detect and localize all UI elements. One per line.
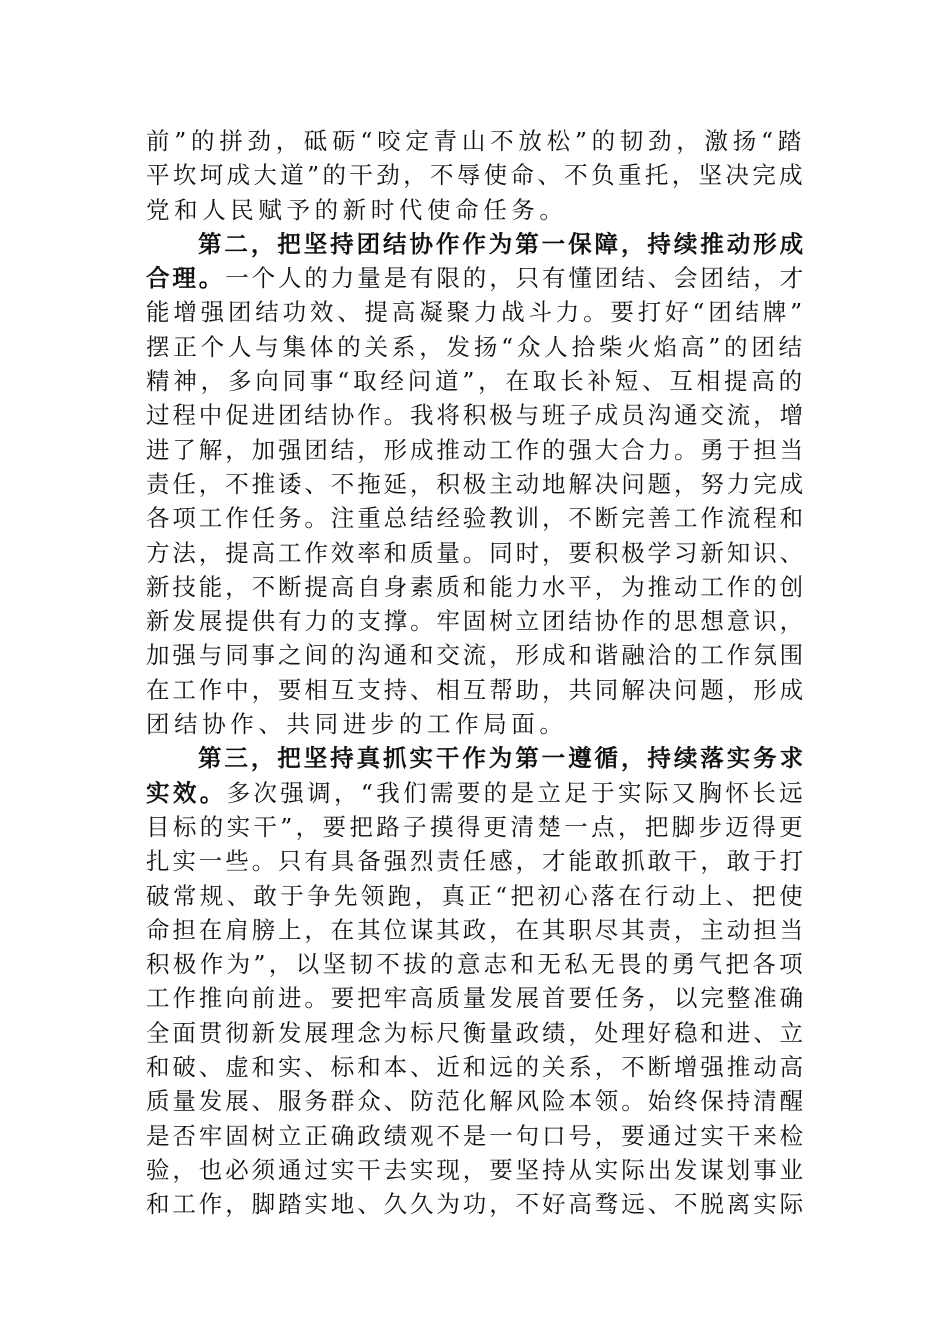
text-line (146, 330, 806, 364)
text-line (146, 1016, 806, 1050)
text-line (146, 947, 806, 981)
body-text: 团结协作、共同进步的工作局面。 (146, 710, 568, 739)
body-text: 和破、虚和实、标和本、近和远的关系，不断增强推动高 (146, 1053, 806, 1082)
body-text: 全面贯彻新发展理念为标尺衡量政绩，处理好稳和进、立 (146, 1018, 806, 1047)
body-text: 工作推向前进。要把牢高质量发展首要任务，以完整准确 (146, 984, 806, 1013)
body-text: 进了解，加强团结，形成推动工作的强大合力。勇于担当 (146, 435, 806, 464)
body-text: 扎实一些。只有具备强烈责任感，才能敢抓敢干，敢于打 (146, 847, 806, 876)
text-line (146, 981, 806, 1015)
body-text: 能增强团结功效、提高凝聚力战斗力。要打好“团结牌” (146, 298, 807, 327)
body-text: 一个人的力量是有限的，只有懂团结、会团结，才 (225, 264, 807, 293)
body-text: 摆正个人与集体的关系，发扬“众人拾柴火焰高”的团结 (146, 332, 807, 361)
body-text: 积极作为”，以坚韧不拔的意志和无私无畏的勇气把各项 (146, 950, 806, 979)
text-line (146, 844, 806, 878)
text-line (146, 879, 806, 913)
text-line (146, 227, 806, 261)
body-text: 过程中促进团结协作。我将积极与班子成员沟通交流，增 (146, 401, 806, 430)
text-line (146, 638, 806, 672)
body-text: 党和人民赋予的新时代使命任务。 (146, 195, 568, 224)
document-body (146, 124, 806, 1222)
body-text: 新技能，不断提高自身素质和能力水平，为推动工作的创 (146, 572, 806, 601)
body-text: 新发展提供有力的支撑。牢固树立团结协作的思想意识， (146, 607, 806, 636)
body-text: 在工作中，要相互支持、相互帮助，共同解决问题，形成 (146, 675, 806, 704)
text-line (146, 467, 806, 501)
text-line (146, 741, 806, 775)
text-line (146, 810, 806, 844)
text-line (146, 707, 806, 741)
text-line (146, 364, 806, 398)
text-line (146, 536, 806, 570)
body-text: 方法，提高工作效率和质量。同时，要积极学习新知识、 (146, 538, 806, 567)
body-text: 平坎坷成大道”的干劲，不辱使命、不负重托，坚决完成 (146, 161, 806, 190)
text-line (146, 433, 806, 467)
text-line (146, 1187, 806, 1221)
body-text: 责任，不推诿、不拖延，积极主动地解决问题，努力完成 (146, 469, 806, 498)
bold-heading-text: 第二，把坚持团结协作作为第一保障，持续推动形成 (198, 229, 807, 258)
text-line (146, 124, 806, 158)
text-line (146, 673, 806, 707)
text-line (146, 776, 806, 810)
text-line (146, 1119, 806, 1153)
text-line (146, 570, 806, 604)
text-line (146, 604, 806, 638)
body-text: 各项工作任务。注重总结经验教训，不断完善工作流程和 (146, 504, 806, 533)
text-line (146, 158, 806, 192)
text-line (146, 295, 806, 329)
body-text: 目标的实干”，要把路子摸得更清楚一点，把脚步迈得更 (146, 812, 806, 841)
body-text: 多次强调，“我们需要的是立足于实际又胸怀长远 (226, 778, 806, 807)
text-line (146, 1050, 806, 1084)
body-text: 是否牢固树立正确政绩观不是一句口号，要通过实干来检 (146, 1121, 806, 1150)
bold-heading-text: 合理。 (146, 264, 226, 293)
body-text: 命担在肩膀上，在其位谋其政，在其职尽其责，主动担当 (146, 915, 806, 944)
body-text: 破常规、敢于争先领跑，真正“把初心落在行动上、把使 (146, 881, 806, 910)
body-text: 和工作，脚踏实地、久久为功，不好高骛远、不脱离实际 (146, 1190, 806, 1219)
text-line (146, 1084, 806, 1118)
body-text: 精神，多向同事“取经问道”，在取长补短、互相提高的 (146, 367, 807, 396)
body-text: 前”的拼劲，砥砺“咬定青山不放松”的韧劲，激扬“踏 (146, 127, 806, 155)
text-line (146, 1153, 806, 1187)
body-text: 加强与同事之间的沟通和交流，形成和谐融洽的工作氛围 (146, 641, 806, 670)
bold-heading-text: 实效。 (146, 778, 227, 807)
body-text: 质量发展、服务群众、防范化解风险本领。始终保持清醒 (146, 1087, 806, 1116)
text-line (146, 398, 806, 432)
text-line (146, 913, 806, 947)
text-line (146, 193, 806, 227)
text-line (146, 501, 806, 535)
body-text: 验，也必须通过实干去实现，要坚持从实际出发谋划事业 (146, 1155, 806, 1184)
text-line (146, 261, 806, 295)
bold-heading-text: 第三，把坚持真抓实干作为第一遵循，持续落实务求 (198, 744, 807, 773)
